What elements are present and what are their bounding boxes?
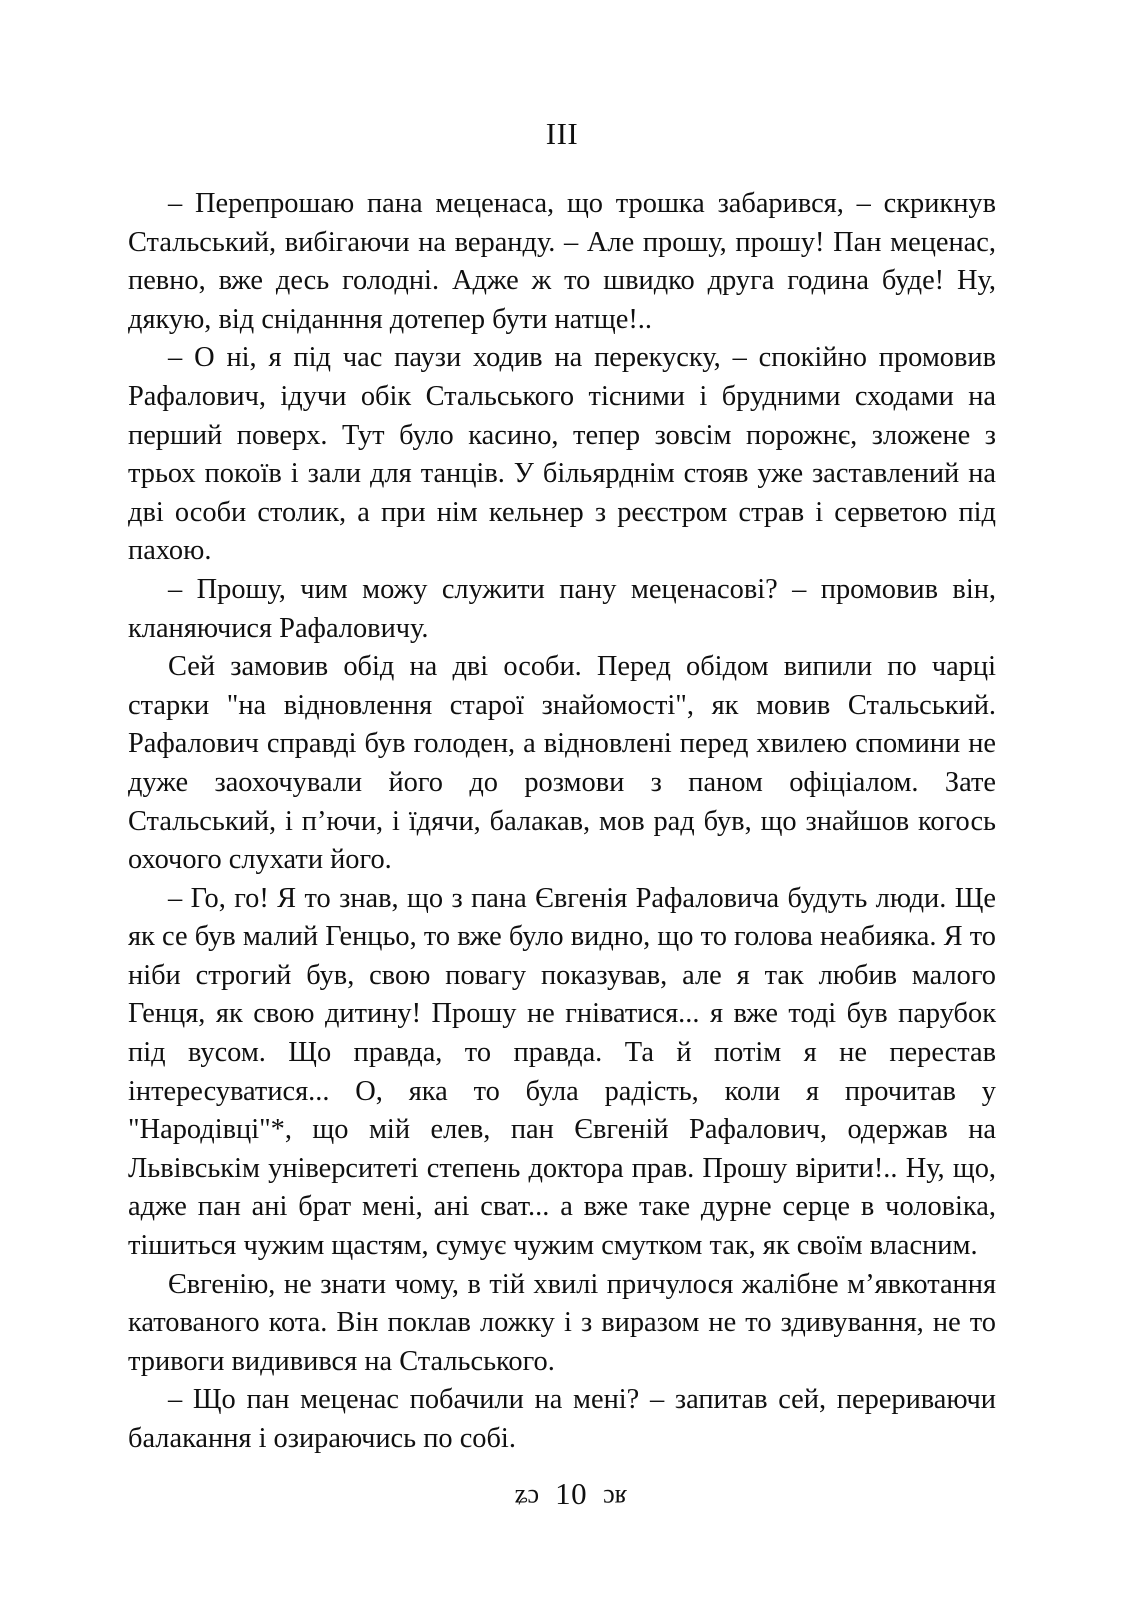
page-number: 10 <box>555 1476 588 1511</box>
paragraph: – Що пан меценас побачили на мені? – запитав сей, перериваючи балакання і озираючись по собі. <box>128 1384 996 1454</box>
paragraph: Євгенію, не знати чому, в тій хвилі причулося жалібне м’явкотання катованого кота. Він поклав ложку і з виразом не то здивування, не то тривоги видивився на Стальського. <box>128 1268 996 1377</box>
page-footer <box>0 1478 1142 1510</box>
ornament-right-icon: ɔʁ <box>603 1478 628 1509</box>
body-text <box>128 185 996 1459</box>
paragraph: Сей замовив обід на дві особи. Перед обідом випили по чарці старки "на відновлення старої знайомості", як мовив Стальський. Рафалович справді був голоден, а відновлені перед хвилею спомини не дуже заохочували його до розмови з паном офіціалом. Зате Стальський, і п’ючи, і їдячи, балакав, мов рад був, що знайшов когось охочого слухати його. <box>128 651 996 876</box>
paragraph: – Прошу, чим можу служити пану меценасові? – промовив він, кланяючися Рафаловичу. <box>128 573 996 644</box>
paragraph: – Го, го! Я то знав, що з пана Євгенія Рафаловича будуть люди. Ще як се був малий Генцьо, то вже було видно, що то голова неабияка. Я то ніби строгий був, свою повагу показував, але я так любив малого Генця, як свою дитину! Прошу не гніватися... я вже тоді був парубок під вусом. Що правда, то правда. Та й потім я не перестав інтересуватися... О, яка то була радість, коли я прочитав у "Народівці"*, що мій елев, пан Євгеній Рафалович, одержав на Львівськім університеті степень доктора прав. Прошу вірити!.. Ну, що, адже пан ані брат мені, ані сват... а вже таке дурне серце в чоловіка, тішиться чужим щастям, сумує чужим смутком так, як своїм власним. <box>128 882 996 1262</box>
page-content <box>128 0 996 1459</box>
chapter-number: III <box>545 116 579 151</box>
paragraph: – О ні, я під час паузи ходив на перекуску, – спокійно промовив Рафалович, ідучи обік Стальського тісними і брудними сходами на перший поверх. Тут було касино, тепер зовсім порожнє, зложене з трьох покоїв і зали для танців. У більярднім стояв уже заставлений на дві особи столик, а при нім кельнер з реєстром страв і серветою під пахою. <box>128 342 996 567</box>
ornament-left-icon: ʑɔ <box>514 1478 540 1509</box>
paragraph: – Перепрошаю пана меценаса, що трошка забарився, – скрикнув Стальський, вибігаючи на веранду. – Але прошу, прошу! Пан меценас, певно, вже десь голодні. Адже ж то швидко друга година буде! Ну, дякую, від сніданння дотепер бути натще!.. <box>128 188 996 335</box>
